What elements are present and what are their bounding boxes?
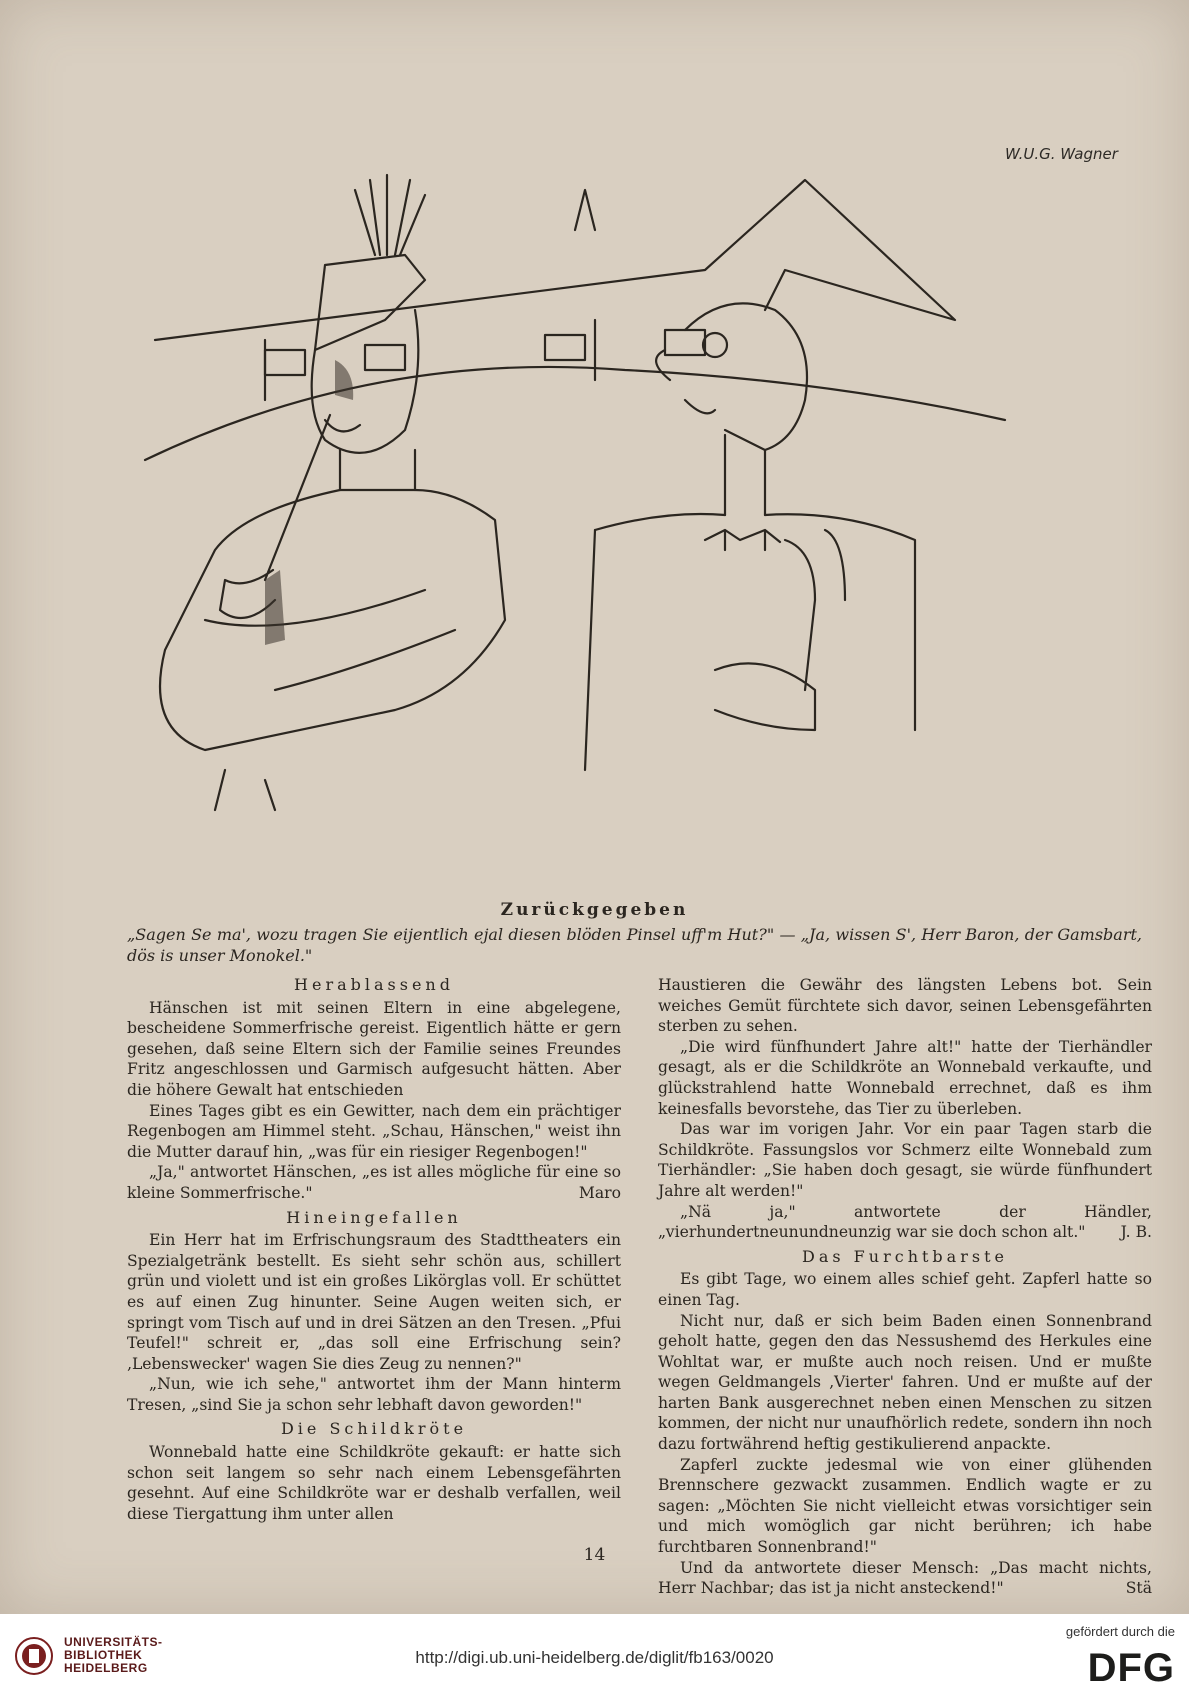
- uni-line-1: UNIVERSITÄTS-: [64, 1635, 163, 1649]
- page-number: 14: [583, 1545, 606, 1565]
- paragraph: [127, 1162, 621, 1203]
- artist-signature: W.U.G. Wagner: [1005, 145, 1118, 163]
- caption-text: „Sagen Se ma', wozu tragen Sie eijentlich ejal diesen blöden Pinsel uff'm Hut?" — „Ja, wissen S', Herr Baron, der Gamsbart, dös is unser Monokel.": [127, 925, 1142, 965]
- article-title-hineingefallen: Hineingefallen: [286, 1207, 462, 1227]
- paragraph-text: Und da antwortete dieser Mensch: „Das macht nichts, Herr Nachbar; das ist ja nicht ansteckend!": [658, 1558, 1152, 1598]
- cartoon-illustration: [125, 170, 1015, 890]
- paragraph: Das war im vorigen Jahr. Vor ein paar Tagen starb die Schildkröte. Fassungslos vor Schmerz eilte Wonnebald zum Tierhändler: „Sie haben doch gesagt, sie würde fünfhundert Jahre alt werden!": [658, 1120, 1152, 1200]
- author-signature: Stä: [1125, 1579, 1152, 1598]
- author-signature: J. B.: [1120, 1223, 1152, 1242]
- footer-bar: [0, 1614, 1189, 1699]
- paragraph: „Die wird fünfhundert Jahre alt!" hatte der Tierhändler gesagt, als er die Schildkröte an Wonnebald verkaufte, und glückstrahlend hatte Wonnebald errechnet, daß es ihm keinesfalls bevorstehe, das Tier zu überleben.: [658, 1037, 1152, 1118]
- uni-line-2: BIBLIOTHEK: [64, 1648, 143, 1662]
- author-signature: Maro: [578, 1183, 621, 1202]
- funded-by-label: gefördert durch die: [1065, 1624, 1175, 1639]
- paragraph: Haustieren die Gewähr des längsten Lebens bot. Sein weiches Gemüt fürchtete sich davor, seinen Lebensgefährten sterben zu sehen.: [658, 976, 1152, 1036]
- paragraph: Wonnebald hatte eine Schildkröte gekauft: er hatte sich schon seit langem so sehr nach einem Lebensgefährten gesehnt. Auf eine Schildkröte war er deshalb verfallen, weil diese Tiergattung ihm unter allen: [127, 1443, 621, 1523]
- paragraph-text: „Nä ja," antwortete der Händler, „vierhundertneunundneunzig war sie doch schon alt.": [658, 1202, 1152, 1242]
- dfg-logo: DFG: [1087, 1646, 1175, 1690]
- paragraph: „Nun, wie ich sehe," antwortet ihm der Mann hinterm Tresen, „sind Sie ja schon sehr lebhaft davon geworden!": [127, 1375, 621, 1414]
- paragraph: Es gibt Tage, wo einem alles schief geht. Zapferl hatte so einen Tag.: [658, 1270, 1152, 1309]
- paragraph: Ein Herr hat im Erfrischungsraum des Stadttheaters ein Spezialgetränk bestellt. Es sieht sehr schön aus, schillert grün und violett und ist ein großes Likörglas voll. Er schüttet es auf einen Zug hinunter. Seine Augen weiten sich, er springt vom Tisch auf und in drei Sätzen an den Tresen. „Pfui Teufel!" schreit er, „das soll eine Erfrischung sein? ‚Lebenswecker' wagen Sie dies Zeug zu nennen?": [127, 1231, 621, 1373]
- right-column: [658, 975, 1152, 1599]
- caption-title: Zurückgegeben: [500, 900, 689, 920]
- uni-line-3: HEIDELBERG: [64, 1661, 148, 1675]
- left-column: [127, 975, 621, 1524]
- paragraph: Hänschen ist mit seinen Eltern in eine abgelegene, bescheidene Sommerfrische gereist. Eigentlich hätte er gern gesehen, daß seine Eltern sich der Familie seines Freundes Fritz angeschlossen und Garmisch aufgesucht hätten. Aber die höhere Gewalt hat entschieden: [127, 998, 621, 1099]
- article-title-schildkroete: Die Schildkröte: [280, 1419, 468, 1439]
- paragraph: Zapferl zuckte jedesmal wie von einer glühenden Brennschere gezwackt zusammen. Endlich wagte er zu sagen: „Möchten Sie nicht vielleicht etwas vorsichtiger sein und mich womöglich gar nicht berühren; ich habe furchtbaren Sonnenbrand!": [658, 1455, 1152, 1557]
- paragraph: Nicht nur, daß er sich beim Baden einen Sonnenbrand geholt hatte, gegen den das Nessushemd des Herkules eine Wohltat war, er mußte auch noch reisen. Und er mußte wegen Geldmangels ‚Vierter' fahren. Und er mußte auf der harten Bank ausgerechnet neben einen Menschen zu sitzen kommen, der nicht nur unaufhörlich redete, sondern ihn noch dazu fortwährend heftig gestikulierend anpackte.: [658, 1311, 1152, 1454]
- paragraph: [658, 1202, 1152, 1243]
- paragraph-text: „Ja," antwortet Hänschen, „es ist alles mögliche für eine so kleine Sommerfrische.": [127, 1163, 621, 1202]
- article-title-herablassend: Herablassend: [294, 975, 454, 994]
- paragraph: Eines Tages gibt es ein Gewitter, nach dem ein prächtiger Regenbogen am Himmel steht. „Schau, Hänschen," weist ihn die Mutter darauf hin, „was für ein riesiger Regenbogen!": [127, 1101, 621, 1161]
- article-title-furchtbarste: Das Furchtbarste: [802, 1246, 1008, 1266]
- source-url[interactable]: http://digi.ub.uni-heidelberg.de/diglit/fb163/0020: [415, 1648, 774, 1667]
